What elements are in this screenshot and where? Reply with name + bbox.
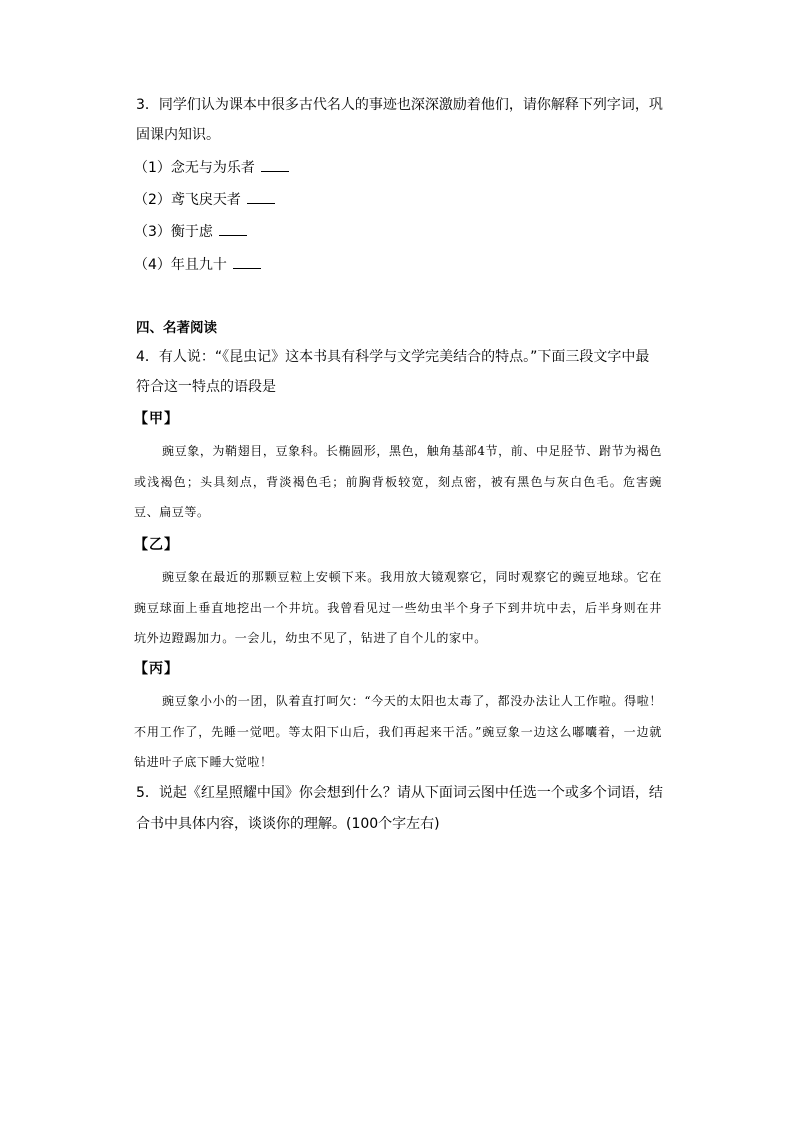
q5-line2: 合书中具体内容，谈谈你的理解。(100个字左右) [136,816,440,832]
section-title: 四、名著阅读 [136,320,217,336]
passage-label-bing: 【丙】 [134,661,179,677]
q3-item-3 [134,222,247,242]
q3-item-1-text: （1）念无与为乐者 [134,160,255,176]
q3-item-3-text: （3）衡于虑 [134,224,213,240]
q3-item-4-text: （4）年且九十 [134,257,227,273]
answer-blank[interactable] [233,256,261,269]
q4-line2: 符合这一特点的语段是 [136,379,276,395]
q4-line1: 4．有人说：“《昆虫记》这本书具有科学与文学完美结合的特点。”下面三段文字中最 [136,349,650,365]
answer-blank[interactable] [219,223,247,236]
passage-bing-text: 豌豆象小小的一团，队着直打呵欠：“今天的太阳也太毒了，都没办法让人工作啦。得啦！不用工作了，先睡一觉吧。等太阳下山后，我们再起来干活。”豌豆象一边这么嘟囔着，一边就钻进叶子底下睡大觉啦！ [134,694,662,769]
q5-line1: 5．说起《红星照耀中国》你会想到什么？请从下面词云图中任选一个或多个词语，结 [136,785,663,801]
q3-item-1 [134,158,289,178]
passage-yi [134,562,662,654]
q3-item-4 [134,255,261,275]
passage-label-yi: 【乙】 [134,537,179,553]
answer-blank[interactable] [247,191,275,204]
passage-label-jia: 【甲】 [134,411,179,427]
answer-blank[interactable] [261,159,289,172]
passage-jia-text: 豌豆象，为鞘翅目，豆象科。长椭圆形，黑色，触角基部4节，前、中足胫节、跗节为褐色或浅褐色；头具刻点，背淡褐色毛；前胸背板较宽，刻点密，被有黑色与灰白色毛。危害豌豆、扁豆等。 [134,444,662,519]
passage-yi-text: 豌豆象在最近的那颗豆粒上安顿下来。我用放大镜观察它，同时观察它的豌豆地球。它在豌豆球面上垂直地挖出一个井坑。我曾看见过一些幼虫半个身子下到井坑中去，后半身则在井坑外边蹬踢加力。一会儿，幼虫不见了，钻进了自个儿的家中。 [134,570,662,645]
q3-intro-line2: 固课内知识。 [136,127,220,143]
passage-bing [134,686,662,778]
q3-item-2 [134,190,275,210]
q3-item-2-text: （2）鸢飞戾天者 [134,192,241,208]
passage-jia [134,436,662,528]
q3-intro-line1: 3．同学们认为课本中很多古代名人的事迹也深深激励着他们，请你解释下列字词，巩 [136,97,663,113]
